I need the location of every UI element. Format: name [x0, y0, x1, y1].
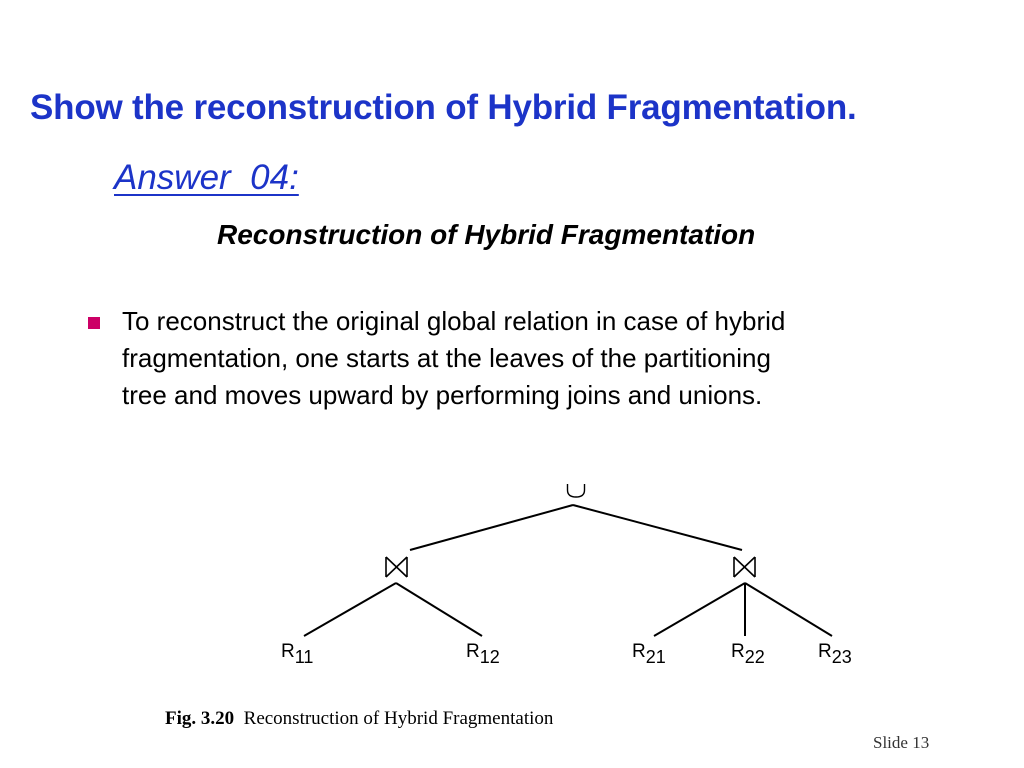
- leaf-r21: R21: [632, 641, 666, 667]
- section-subtitle: Reconstruction of Hybrid Fragmentation: [217, 219, 756, 250]
- figure-caption: [165, 708, 553, 730]
- right-join-operator-icon: [734, 557, 755, 577]
- bullet-line: To reconstruct the original global relation in case of hybrid: [122, 306, 786, 336]
- edge-left-join-to-r11: [304, 583, 396, 636]
- bullet-line: tree and moves upward by performing joins and unions.: [122, 380, 763, 410]
- left-join-operator-icon: [386, 557, 407, 577]
- edge-left-join-to-r12: [396, 583, 482, 636]
- edge-root-to-left-join: [410, 505, 573, 550]
- slide-title: Show the reconstruction of Hybrid Fragmentation.: [30, 88, 857, 127]
- figure-caption-text: Reconstruction of Hybrid Fragmentation: [243, 708, 554, 729]
- leaf-r22: R22: [731, 641, 765, 667]
- edge-right-join-to-r21: [654, 583, 745, 636]
- slide-number: Slide 13: [873, 733, 930, 752]
- union-operator-icon: [568, 484, 585, 497]
- leaf-r12: R12: [466, 641, 500, 667]
- edge-right-join-to-r23: [745, 583, 832, 636]
- leaf-r23: R23: [818, 641, 852, 667]
- edge-root-to-right-join: [573, 505, 742, 550]
- figure-number: Fig. 3.20: [165, 708, 235, 729]
- leaf-r11: R11: [281, 641, 314, 667]
- answer-label: Answer 04:: [114, 158, 299, 197]
- bullet-line: fragmentation, one starts at the leaves of the partitioning: [122, 343, 771, 373]
